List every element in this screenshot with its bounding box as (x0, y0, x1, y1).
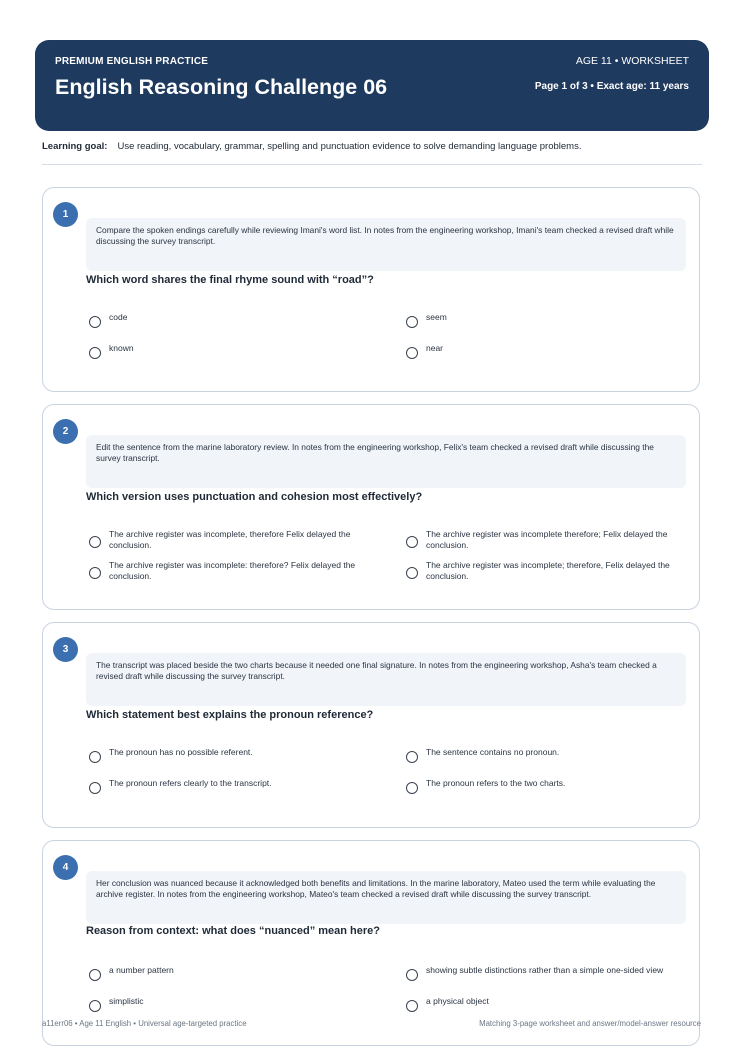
question-stem: Which statement best explains the pronoun reference? (86, 709, 374, 721)
radio-button[interactable] (89, 316, 101, 328)
question-number-badge: 4 (53, 855, 78, 880)
learning-goal (42, 141, 581, 152)
question-stem: Which version uses punctuation and cohesion most effectively? (86, 491, 423, 503)
radio-button[interactable] (89, 751, 101, 763)
question-card-2 (42, 404, 700, 610)
option-label: The sentence contains no pronoun. (426, 747, 560, 757)
option-label: a physical object (426, 996, 489, 1006)
radio-button[interactable] (406, 567, 418, 579)
radio-button[interactable] (89, 347, 101, 359)
radio-button[interactable] (406, 969, 418, 981)
question-number-badge: 3 (53, 637, 78, 662)
radio-button[interactable] (406, 347, 418, 359)
option-label: The archive register was incomplete therefore; Felix delayed the conclusion. (426, 529, 668, 550)
option-label: showing subtle distinctions rather than a simple one-sided view (426, 965, 664, 975)
question-number-badge: 2 (53, 419, 78, 444)
radio-button[interactable] (406, 1000, 418, 1012)
option-label: known (109, 343, 134, 353)
question-card-3 (42, 622, 700, 828)
worksheet-age-label: AGE 11 • WORKSHEET (575, 55, 689, 67)
radio-button[interactable] (406, 536, 418, 548)
question-context: Compare the spoken endings carefully while reviewing Imani's word list. In notes from the engineering workshop, Imani's team checked a revised draft while discussing the survey transcript. (86, 218, 686, 271)
learning-goal-text: Use reading, vocabulary, grammar, spelling and punctuation evidence to solve demanding language problems. (117, 141, 582, 152)
option-label: seem (426, 312, 447, 322)
footer-code: a11err06 • Age 11 English • Universal age-targeted practice (42, 1019, 247, 1028)
question-context: Her conclusion was nuanced because it acknowledged both benefits and limitations. In the marine laboratory, Mateo used the term while evaluating the archive register. In notes from the engineering workshop, Mateo's team checked a revised draft while discussing the survey transcript. (86, 871, 686, 924)
question-context: The transcript was placed beside the two charts because it needed one final signature. In notes from the engineering workshop, Asha's team checked a revised draft while discussing the survey transcript. (86, 653, 686, 706)
option-label: The archive register was incomplete; therefore, Felix delayed the conclusion. (426, 560, 670, 581)
option-label: The archive register was incomplete, therefore Felix delayed the conclusion. (109, 529, 351, 550)
question-context: Edit the sentence from the marine laboratory review. In notes from the engineering workshop, Felix's team checked a revised draft while discussing the survey transcript. (86, 435, 686, 488)
radio-button[interactable] (89, 567, 101, 579)
option-label: simplistic (109, 996, 144, 1006)
option-label: The pronoun refers clearly to the transcript. (109, 778, 272, 788)
page-indicator: Page 1 of 3 • Exact age: 11 years (534, 81, 689, 92)
radio-button[interactable] (406, 751, 418, 763)
learning-goal-label: Learning goal: (42, 141, 108, 152)
brand-label: PREMIUM ENGLISH PRACTICE (55, 56, 209, 67)
question-stem: Reason from context: what does “nuanced” mean here? (86, 925, 381, 937)
page-title: English Reasoning Challenge 06 (55, 75, 388, 99)
option-label: The archive register was incomplete: therefore? Felix delayed the conclusion. (109, 560, 356, 581)
worksheet-header (35, 40, 709, 131)
radio-button[interactable] (89, 536, 101, 548)
option-label: The pronoun refers to the two charts. (426, 778, 566, 788)
radio-button[interactable] (406, 316, 418, 328)
question-card-4 (42, 840, 700, 1046)
option-label: The pronoun has no possible referent. (109, 747, 253, 757)
divider (42, 164, 702, 165)
question-card-1 (42, 187, 700, 392)
question-number-badge: 1 (53, 202, 78, 227)
option-label: near (426, 343, 444, 353)
radio-button[interactable] (406, 782, 418, 794)
radio-button[interactable] (89, 969, 101, 981)
footer-description: Matching 3-page worksheet and answer/model-answer resource (479, 1019, 701, 1028)
option-label: a number pattern (109, 965, 174, 975)
question-stem: Which word shares the final rhyme sound with “road”? (86, 274, 374, 286)
radio-button[interactable] (89, 782, 101, 794)
option-label: code (109, 312, 128, 322)
radio-button[interactable] (89, 1000, 101, 1012)
